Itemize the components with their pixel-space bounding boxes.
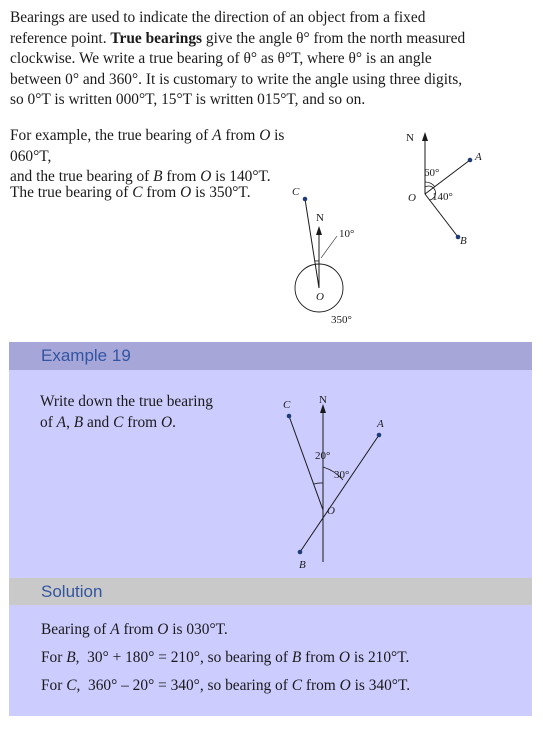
text: is 210°T. bbox=[350, 649, 410, 666]
north-label: N bbox=[316, 212, 324, 224]
point-c bbox=[303, 197, 308, 202]
solution-title: Solution bbox=[41, 582, 103, 601]
text: from bbox=[142, 184, 181, 201]
text: The true bearing of bbox=[10, 184, 133, 201]
point-c-label: C bbox=[113, 413, 124, 431]
example-line-3 bbox=[10, 183, 251, 204]
text: For example, the true bearing of bbox=[10, 127, 213, 144]
north-arrow-icon bbox=[422, 132, 428, 141]
text: , bbox=[66, 413, 74, 431]
point-a-label: A bbox=[56, 413, 67, 431]
north-label: N bbox=[319, 394, 327, 406]
text: is 350°T. bbox=[191, 184, 251, 201]
intro-line-3: clockwise. We write a true bearing of θ° as θ°T, where θ° is an angle bbox=[10, 50, 432, 67]
bearing-diagram-example-19 bbox=[279, 392, 389, 570]
ray-oc bbox=[289, 416, 323, 510]
angle-20-label: 20° bbox=[315, 450, 331, 462]
point-o-label: O bbox=[180, 184, 192, 201]
text: For bbox=[41, 677, 67, 694]
text: and the true bearing of bbox=[10, 168, 154, 185]
text: is 060°T, bbox=[10, 127, 285, 165]
angle-10-label: 10° bbox=[339, 228, 355, 240]
point-a-label: A bbox=[110, 621, 120, 638]
point-c-label: C bbox=[291, 677, 302, 694]
ray-oa-extended bbox=[300, 435, 379, 552]
text: from bbox=[119, 621, 158, 638]
point-b-label: B bbox=[291, 649, 302, 666]
example-line-1 bbox=[10, 126, 310, 167]
text: from bbox=[301, 649, 339, 666]
intro-text: give the angle θ° from the north measured bbox=[202, 29, 466, 47]
text: from bbox=[123, 413, 161, 431]
north-arrow-icon bbox=[316, 226, 322, 235]
text: from bbox=[221, 127, 260, 144]
text: is 140°T. bbox=[211, 168, 271, 185]
solution-line-1 bbox=[41, 620, 228, 641]
question-line-2 bbox=[40, 413, 270, 434]
text: . bbox=[172, 413, 176, 431]
intro-line-1: Bearings are used to indicate the direction of an object from a fixed bbox=[10, 9, 426, 26]
text: from bbox=[302, 677, 340, 694]
text: Bearing of bbox=[41, 621, 111, 638]
point-o-label: O bbox=[200, 168, 212, 185]
example-19-question bbox=[40, 392, 270, 433]
question-line-1: Write down the true bearing bbox=[40, 393, 213, 410]
point-c-label: C bbox=[132, 184, 143, 201]
bearing-diagram-a-b bbox=[395, 122, 530, 252]
point-o-label: O bbox=[339, 677, 351, 694]
point-c-label: C bbox=[66, 677, 77, 694]
point-o-label: O bbox=[338, 649, 351, 666]
angle-60-label: 60° bbox=[424, 167, 440, 179]
point-c-label: C bbox=[292, 186, 300, 198]
example-text bbox=[10, 126, 310, 188]
intro-line-4: between 0° and 360°. It is customary to write the angle using three digits, bbox=[10, 70, 463, 88]
example-19-panel bbox=[9, 370, 532, 578]
point-o-label: O bbox=[161, 413, 173, 431]
intro-line-2 bbox=[10, 29, 535, 50]
point-a-label: A bbox=[475, 151, 482, 163]
point-b-label: B bbox=[153, 168, 163, 185]
point-c-label: C bbox=[283, 399, 291, 411]
bearing-diagram-c bbox=[285, 183, 375, 328]
point-a-label: A bbox=[212, 127, 222, 144]
solution-line-3 bbox=[41, 676, 410, 697]
text: from bbox=[162, 168, 201, 185]
point-b-label: B bbox=[460, 235, 467, 247]
text: of bbox=[40, 413, 57, 431]
intro-line-5: so 0°T is written 000°T, 15°T is written 015°T, and so on. bbox=[10, 91, 366, 108]
point-b-label: B bbox=[73, 413, 84, 431]
text: , 360° – 20° = 340°, so bearing of bbox=[76, 677, 292, 694]
point-o-label: O bbox=[316, 291, 324, 303]
point-b-label: B bbox=[299, 559, 306, 570]
point-b bbox=[298, 550, 303, 555]
point-a bbox=[468, 158, 473, 163]
text: For bbox=[41, 649, 67, 666]
text: is 340°T. bbox=[350, 677, 411, 694]
point-a-label: A bbox=[377, 418, 384, 430]
point-c bbox=[287, 414, 292, 419]
point-a bbox=[377, 433, 382, 438]
angle-10-leader bbox=[321, 236, 337, 258]
point-b-label: B bbox=[66, 649, 76, 666]
example-19-header bbox=[9, 342, 532, 370]
example-19-title: Example 19 bbox=[41, 346, 131, 365]
text: and bbox=[83, 413, 114, 431]
angle-30-label: 30° bbox=[334, 469, 350, 481]
angle-140-label: 140° bbox=[432, 191, 453, 203]
intro-paragraph bbox=[10, 8, 535, 111]
text: , 30° + 180° = 210°, so bearing of bbox=[75, 649, 292, 666]
point-o-label: O bbox=[327, 505, 335, 517]
north-label: N bbox=[406, 132, 414, 144]
solution-line-2 bbox=[41, 648, 409, 669]
point-o-label: O bbox=[408, 192, 416, 204]
true-bearings-term: True bearings bbox=[110, 29, 203, 47]
point-o-label: O bbox=[259, 127, 271, 144]
text: is 030°T. bbox=[168, 621, 228, 638]
angle-arc-20 bbox=[314, 483, 323, 484]
solution-panel bbox=[9, 605, 532, 716]
solution-header bbox=[9, 578, 532, 605]
intro-text: reference point. bbox=[10, 29, 111, 47]
point-o-label: O bbox=[157, 621, 169, 638]
angle-350-label: 350° bbox=[331, 314, 352, 326]
